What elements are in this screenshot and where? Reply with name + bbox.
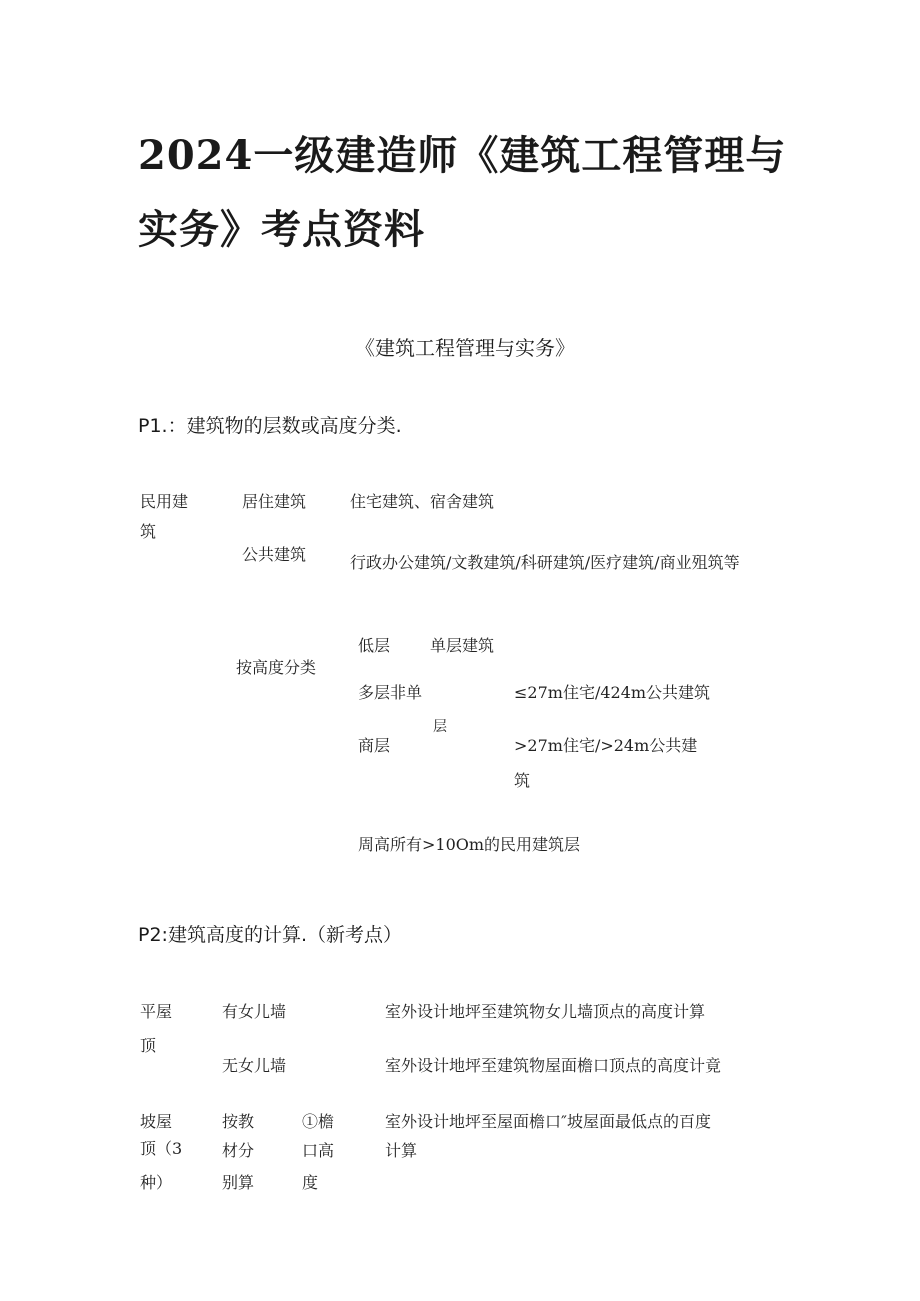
doc-title-line-2: 实务》考点资料 [138,206,425,253]
high-rise-desc-cont: 筑 [514,771,531,790]
flat-roof-label: 平屋 [140,1002,173,1021]
doc-title-line-1: 2024一级建造师《建筑工程管理与 [138,132,787,179]
p2-heading: P2:建筑高度的计算.（新考点） [138,924,402,946]
low-rise-desc: 单层建筑 [430,636,495,655]
doc-subtitle: 《建筑工程管理与实务》 [355,336,575,360]
high-rise-desc: >27m住宅/>24m公共建 [514,736,698,755]
residential-desc: 住宅建筑、宿舍建筑 [350,492,495,511]
method-label-cont: 材分 [222,1141,255,1160]
no-parapet-label: 无女儿墙 [222,1056,287,1075]
method-label-end: 别算 [222,1173,255,1192]
public-label: 公共建筑 [242,545,307,564]
no-parapet-desc: 室外设计地坪至建筑物屋面檐口顶点的高度计竟 [385,1056,722,1075]
parapet-desc: 室外设计地坪至建筑物女儿墙顶点的高度计算 [385,1002,706,1021]
low-rise-label: 低层 [358,636,391,655]
public-desc: 行政办公建筑/文教建筑/科研建筑/医疗建筑/商业殂筑等 [350,553,740,572]
eave-height-label-end: 度 [302,1173,319,1192]
p1-heading: P1.：建筑物的层数或高度分类. [138,415,402,437]
residential-label: 居住建筑 [242,492,307,511]
super-high-rise-desc: 周高所有>10Om的民用建筑层 [358,835,581,854]
by-height-label: 按高度分类 [236,658,317,677]
parapet-label: 有女儿墙 [222,1002,287,1021]
multi-rise-label-cont: 层 [433,719,447,735]
eave-height-label-cont: 口高 [302,1141,335,1160]
civil-building-label: 民用建 [140,492,189,511]
eave-height-desc-cont: 计算 [385,1141,418,1160]
sloped-roof-label-cont: 顶（3 [140,1139,183,1158]
multi-rise-desc: ≤27m住宅/424m公共建筑 [514,683,711,702]
eave-height-desc: 室外设计地坪至屋面檐口″坡屋面最低点的百度 [385,1112,711,1131]
sloped-roof-label-end: 种） [140,1173,173,1192]
method-label: 按教 [222,1112,255,1131]
high-rise-label: 商层 [358,736,391,755]
multi-rise-label: 多层非单 [358,683,423,702]
civil-building-label-cont: 筑 [140,522,157,541]
eave-height-label: ①檐 [302,1112,335,1131]
flat-roof-label-cont: 顶 [140,1036,157,1055]
sloped-roof-label: 坡屋 [140,1112,173,1131]
